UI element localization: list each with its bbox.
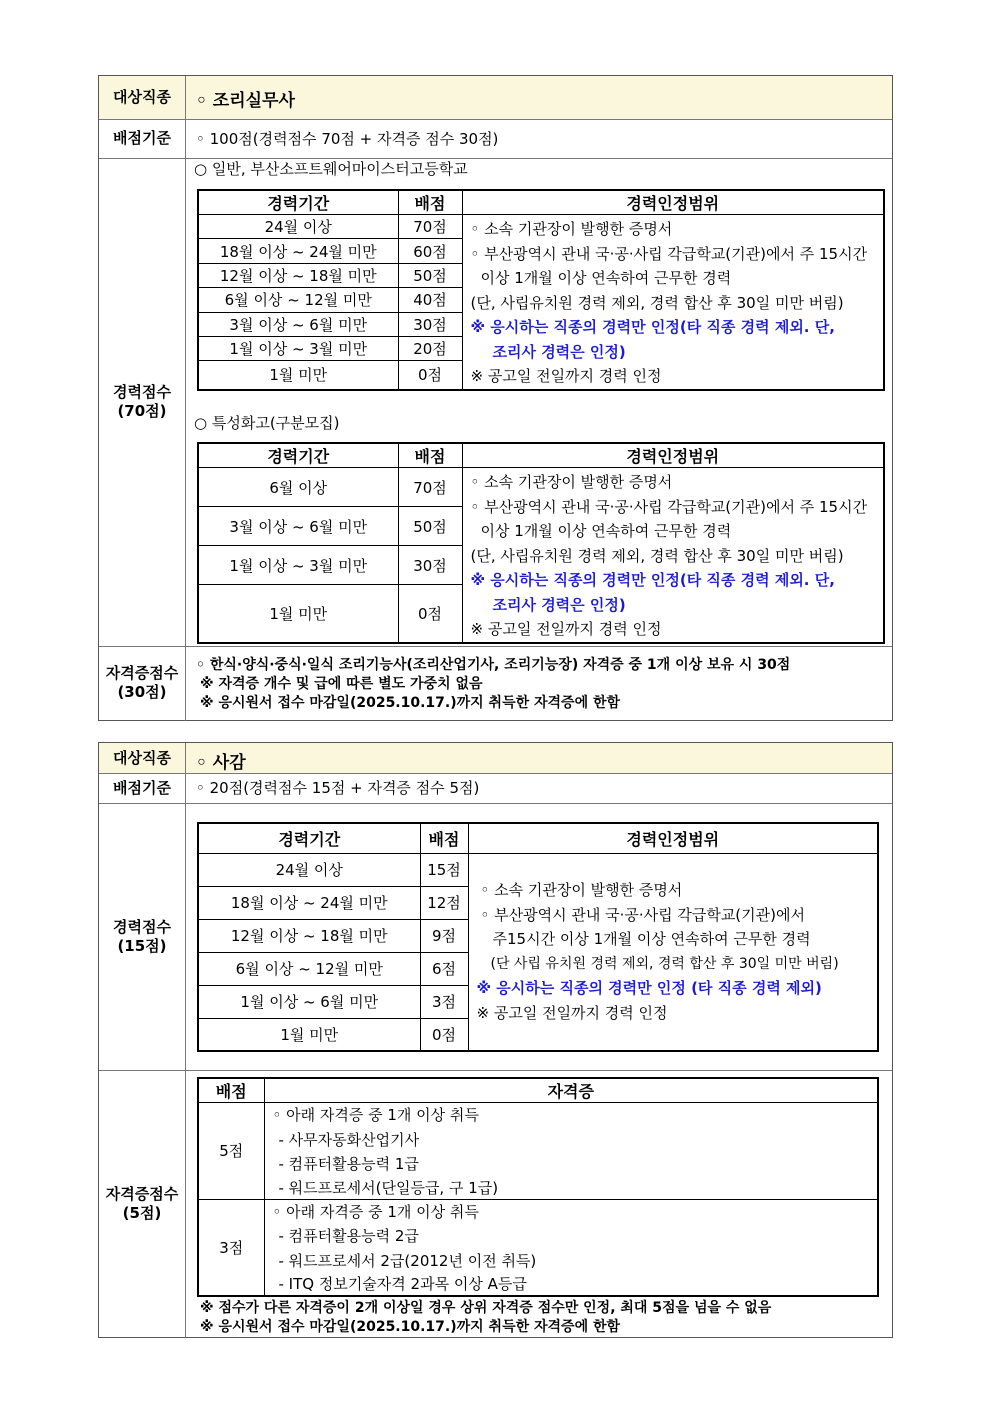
col-period: 경력기간 (198, 823, 420, 853)
period-cell: 3월 이상 ~ 6월 미만 (198, 312, 398, 336)
cert-item: - 컴퓨터활용능력 1급 (278, 1155, 419, 1173)
cert-item: - 워드프로세서(단일등급, 구 1급) (278, 1178, 499, 1197)
score-cell: 50점 (398, 507, 462, 546)
range-note: ※ 응시하는 직종의 경력만 인정(타 직종 경력 제외. 단, (470, 571, 835, 589)
label-target: 대상직종 (113, 88, 171, 106)
label-cert-cook (99, 646, 185, 720)
cert-line: ※ 응시원서 접수 마감일(2025.10.17.)까지 취득한 자격증에 한함 (200, 695, 621, 711)
cert-points-dorm: (5점) (122, 1203, 162, 1222)
range-line: ◦ 부산광역시 관내 국·공·사립 각급학교(기관)에서 주 15시간 (470, 244, 868, 263)
score-cell: 3점 (420, 985, 468, 1018)
range-line: ◦ 부산광역시 관내 국·공·사립 각급학교(기관)에서 주 15시간 (470, 497, 868, 516)
label-cert: 자격증점수 (105, 664, 179, 682)
period-cell: 6월 이상 ~ 12월 미만 (198, 952, 420, 985)
cert-item: ◦ 아래 자격증 중 1개 이상 취득 (272, 1202, 479, 1221)
cert-item: - 사무자동화산업기사 (278, 1130, 420, 1149)
range-cell (462, 215, 884, 390)
cert-line: ※ 자격증 개수 및 급에 따른 별도 가중치 없음 (200, 676, 483, 692)
range-line: ※ 공고일 전일까지 경력 인정 (476, 1003, 668, 1022)
score-cell: 6점 (420, 952, 468, 985)
range-cell (462, 468, 884, 643)
career-table-dorm (197, 822, 879, 1052)
career-points-cook: (70점) (117, 402, 167, 420)
cert-items (264, 1103, 878, 1200)
range-line: ◦ 소속 기관장이 발행한 증명서 (470, 220, 673, 238)
period-cell: 18월 이상 ~ 24월 미만 (198, 886, 420, 919)
range-note: 조리사 경력은 인정) (492, 342, 626, 361)
cert-notes-dorm (200, 1299, 771, 1337)
score-cell: 60점 (398, 239, 462, 263)
score-cell: 70점 (398, 215, 462, 239)
col-score: 배점 (398, 190, 462, 215)
col-period: 경력기간 (198, 190, 398, 215)
col-cert: 자격증 (264, 1078, 878, 1103)
period-cell: 1월 이상 ~ 3월 미만 (198, 337, 398, 361)
cert-note: ※ 응시원서 접수 마감일(2025.10.17.)까지 취득한 자격증에 한함 (200, 1319, 621, 1335)
cert-items (264, 1199, 878, 1296)
career-table-general (197, 189, 885, 391)
range-note: ※ 응시하는 직종의 경력만 인정 (타 직종 경력 제외) (476, 979, 822, 998)
range-note: 조리사 경력은 인정) (492, 595, 626, 614)
score-cell: 30점 (398, 546, 462, 585)
cert-table-dorm (197, 1077, 879, 1297)
range-line: ※ 공고일 전일까지 경력 인정 (470, 367, 662, 385)
range-line: ◦ 부산광역시 관내 국·공·사립 각급학교(기관)에서 (480, 905, 805, 924)
range-line: ◦ 소속 기관장이 발행한 증명서 (470, 473, 673, 491)
score-cell: 0점 (420, 1018, 468, 1051)
col-range: 경력인정범위 (462, 443, 884, 468)
score-cell: 70점 (398, 468, 462, 507)
criteria-cook: ◦ 100점(경력점수 70점 + 자격증 점수 30점) (196, 130, 499, 148)
col-score: 배점 (198, 1078, 264, 1103)
label-cert: 자격증점수 (105, 1184, 179, 1203)
period-cell: 6월 이상 (198, 468, 398, 507)
period-cell: 1월 미만 (198, 361, 398, 390)
score-cell: 30점 (398, 312, 462, 336)
cert-item: ◦ 아래 자격증 중 1개 이상 취득 (272, 1106, 479, 1124)
period-cell: 12월 이상 ~ 18월 미만 (198, 263, 398, 287)
period-cell: 6월 이상 ~ 12월 미만 (198, 288, 398, 312)
score-cell: 15점 (420, 853, 468, 886)
period-cell: 1월 미만 (198, 585, 398, 643)
col-range: 경력인정범위 (468, 823, 878, 853)
criteria-dorm: ◦ 20점(경력점수 15점 + 자격증 점수 5점) (196, 779, 480, 797)
label-cert-dorm (99, 1070, 185, 1337)
label-career: 경력점수 (113, 917, 171, 936)
career-table-special (197, 442, 885, 644)
period-cell: 12월 이상 ~ 18월 미만 (198, 919, 420, 952)
col-score: 배점 (398, 443, 462, 468)
range-line: (단, 사립유치원 경력 제외, 경력 합산 후 30일 미만 버림) (470, 546, 844, 565)
cert-points-cook: (30점) (117, 683, 167, 701)
range-line: 이상 1개월 이상 연속하여 근무한 경력 (480, 269, 732, 287)
score-cell: 0점 (398, 361, 462, 390)
label-career-dorm (99, 803, 185, 1070)
cert-item: - 워드프로세서 2급(2012년 이전 취득) (278, 1251, 537, 1270)
cert-note: ※ 점수가 다른 자격증이 2개 이상일 경우 상위 자격증 점수만 인정, 최대 5점을 넘을 수 없음 (200, 1300, 772, 1316)
cert-item: - 컴퓨터활용능력 2급 (278, 1227, 419, 1245)
range-line: (단, 사립유치원 경력 제외, 경력 합산 후 30일 미만 버림) (470, 293, 844, 312)
cert-lines-cook (196, 656, 790, 713)
job-title-cook: ◦ 조리실무사 (196, 91, 295, 111)
score-cell: 9점 (420, 919, 468, 952)
range-line: 주15시간 이상 1개월 이상 연속하여 근무한 경력 (492, 930, 811, 949)
group-general-title: ○ 일반, 부산소프트웨어마이스터고등학교 (194, 160, 468, 178)
job-title-dorm: ◦ 사감 (196, 753, 246, 773)
label-target: 대상직종 (113, 748, 171, 767)
range-line: (단 사립 유치원 경력 제외, 경력 합산 후 30일 미만 버림) (490, 955, 839, 972)
range-line: ◦ 소속 기관장이 발행한 증명서 (480, 881, 683, 900)
label-criteria: 배점기준 (113, 778, 171, 797)
period-cell: 3월 이상 ~ 6월 미만 (198, 507, 398, 546)
score-cell: 40점 (398, 288, 462, 312)
label-career-cook (99, 158, 185, 646)
period-cell: 18월 이상 ~ 24월 미만 (198, 239, 398, 263)
range-line: ※ 공고일 전일까지 경력 인정 (470, 620, 662, 638)
group-special-title: ○ 특성화고(구분모집) (194, 414, 340, 432)
period-cell: 1월 이상 ~ 6월 미만 (198, 985, 420, 1018)
period-cell: 1월 미만 (198, 1018, 420, 1051)
range-cell (468, 853, 878, 1051)
label-career: 경력점수 (113, 383, 171, 401)
cert-line: ◦ 한식·양식·중식·일식 조리기능사(조리산업기사, 조리기능장) 자격증 중 1개 이상 보유 시 30점 (196, 657, 791, 673)
score-cell: 3점 (198, 1199, 264, 1296)
label-criteria: 배점기준 (113, 129, 171, 147)
period-cell: 24월 이상 (198, 853, 420, 886)
score-cell: 0점 (398, 585, 462, 643)
range-line: 이상 1개월 이상 연속하여 근무한 경력 (480, 522, 732, 540)
col-range: 경력인정범위 (462, 190, 884, 215)
col-period: 경력기간 (198, 443, 398, 468)
period-cell: 24월 이상 (198, 215, 398, 239)
career-points-dorm: (15점) (117, 936, 167, 955)
score-cell: 20점 (398, 337, 462, 361)
score-cell: 5점 (198, 1103, 264, 1200)
range-note: ※ 응시하는 직종의 경력만 인정(타 직종 경력 제외. 단, (470, 318, 835, 336)
cert-item: - ITQ 정보기술자격 2과목 이상 A등급 (278, 1275, 527, 1293)
score-cell: 50점 (398, 263, 462, 287)
score-cell: 12점 (420, 886, 468, 919)
period-cell: 1월 이상 ~ 3월 미만 (198, 546, 398, 585)
col-score: 배점 (420, 823, 468, 853)
